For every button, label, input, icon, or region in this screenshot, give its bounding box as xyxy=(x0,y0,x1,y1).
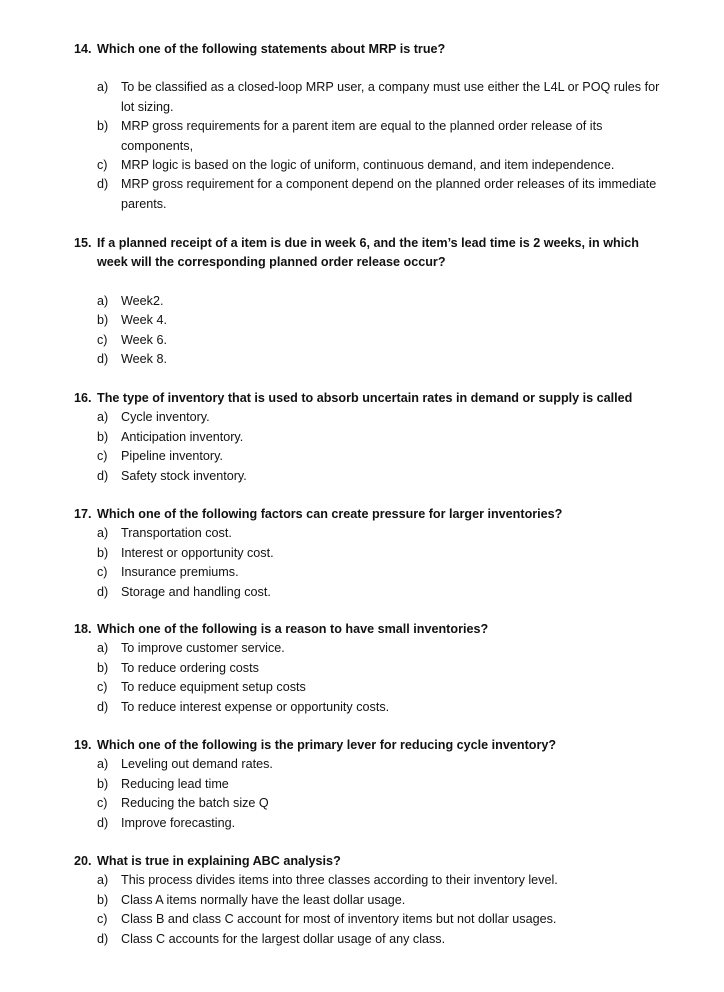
option-list xyxy=(0,871,724,949)
option-a xyxy=(0,292,724,311)
option-list xyxy=(0,408,724,486)
option-list xyxy=(0,292,724,370)
option-text: Storage and handling cost. xyxy=(121,584,271,599)
question-number: 20. xyxy=(74,854,92,868)
option-c xyxy=(0,794,724,813)
option-text: Week 6. xyxy=(121,332,167,347)
option-letter: c) xyxy=(97,332,108,347)
option-text: Class C accounts for the largest dollar usage of any class. xyxy=(121,931,446,946)
option-list xyxy=(0,524,724,602)
question-heading xyxy=(0,736,724,755)
option-c xyxy=(0,331,724,350)
question-text: If a planned receipt of a item is due in week 6, and the item’s lead time is 2 weeks, in which week will the corresponding planned order release occur? xyxy=(97,236,639,270)
option-text: To be classified as a closed-loop MRP user, a company must use either the L4L or POQ rules for lot sizing. xyxy=(121,80,660,114)
question-number: 16. xyxy=(74,391,92,405)
question-14 xyxy=(0,40,724,214)
option-text: Cycle inventory. xyxy=(121,410,210,425)
question-heading xyxy=(0,40,724,59)
option-letter: d) xyxy=(97,584,109,599)
option-letter: d) xyxy=(97,931,109,946)
question-19 xyxy=(0,736,724,833)
option-c xyxy=(0,910,724,929)
option-a xyxy=(0,408,724,427)
option-d xyxy=(0,698,724,717)
option-b xyxy=(0,659,724,678)
question-number: 15. xyxy=(74,236,92,250)
option-letter: b) xyxy=(97,892,109,907)
option-letter: c) xyxy=(97,680,108,695)
option-text: Transportation cost. xyxy=(121,526,232,541)
option-b xyxy=(0,891,724,910)
option-d xyxy=(0,814,724,833)
option-text: Week 4. xyxy=(121,313,167,328)
question-text: Which one of the following factors can create pressure for larger inventories? xyxy=(97,507,563,521)
option-d xyxy=(0,350,724,369)
option-list xyxy=(0,78,724,214)
option-letter: b) xyxy=(97,545,109,560)
question-heading xyxy=(0,389,724,408)
question-heading xyxy=(0,505,724,524)
question-18 xyxy=(0,620,724,717)
option-c xyxy=(0,563,724,582)
option-b xyxy=(0,775,724,794)
option-letter: b) xyxy=(97,429,109,444)
option-text: Week 8. xyxy=(121,352,167,367)
option-letter: d) xyxy=(97,468,109,483)
question-heading xyxy=(0,852,724,871)
option-a xyxy=(0,755,724,774)
option-letter: d) xyxy=(97,699,109,714)
question-16 xyxy=(0,389,724,486)
question-text: The type of inventory that is used to absorb uncertain rates in demand or supply is called xyxy=(97,391,633,405)
option-letter: c) xyxy=(97,912,108,927)
option-letter: d) xyxy=(97,177,109,192)
option-a xyxy=(0,871,724,890)
option-text: Reducing lead time xyxy=(121,776,229,791)
question-number: 19. xyxy=(74,738,92,752)
option-b xyxy=(0,544,724,563)
question-15 xyxy=(0,234,724,369)
option-text: Improve forecasting. xyxy=(121,815,236,830)
option-text: To improve customer service. xyxy=(121,641,285,656)
option-text: To reduce equipment setup costs xyxy=(121,680,306,695)
question-17 xyxy=(0,505,724,602)
option-letter: a) xyxy=(97,410,109,425)
option-d xyxy=(0,467,724,486)
question-text: Which one of the following is a reason to have small inventories? xyxy=(97,622,489,636)
option-text: This process divides items into three classes according to their inventory level. xyxy=(121,873,558,888)
option-text: MRP gross requirements for a parent item are equal to the planned order release of its components, xyxy=(121,119,603,153)
option-letter: b) xyxy=(97,119,109,134)
option-text: Safety stock inventory. xyxy=(121,468,247,483)
option-a xyxy=(0,78,724,117)
option-letter: a) xyxy=(97,526,109,541)
option-letter: c) xyxy=(97,449,108,464)
option-text: Leveling out demand rates. xyxy=(121,757,273,772)
question-text: What is true in explaining ABC analysis? xyxy=(97,854,341,868)
option-a xyxy=(0,639,724,658)
option-letter: b) xyxy=(97,313,109,328)
option-a xyxy=(0,524,724,543)
option-b xyxy=(0,311,724,330)
option-letter: c) xyxy=(97,796,108,811)
option-letter: d) xyxy=(97,815,109,830)
question-text: Which one of the following statements about MRP is true? xyxy=(97,42,446,56)
question-heading xyxy=(0,620,724,639)
question-heading xyxy=(0,234,724,273)
option-text: MRP gross requirement for a component depend on the planned order releases of its immediate parents. xyxy=(121,177,657,211)
option-d xyxy=(0,583,724,602)
option-text: To reduce ordering costs xyxy=(121,660,259,675)
option-text: Anticipation inventory. xyxy=(121,429,244,444)
option-letter: a) xyxy=(97,757,109,772)
option-letter: a) xyxy=(97,641,109,656)
option-letter: c) xyxy=(97,565,108,580)
option-letter: a) xyxy=(97,873,109,888)
option-c xyxy=(0,678,724,697)
option-text: To reduce interest expense or opportunity costs. xyxy=(121,699,390,714)
option-d xyxy=(0,175,724,214)
option-list xyxy=(0,639,724,717)
option-c xyxy=(0,156,724,175)
option-letter: a) xyxy=(97,293,109,308)
option-list xyxy=(0,755,724,833)
option-text: Class A items normally have the least dollar usage. xyxy=(121,892,406,907)
option-text: Interest or opportunity cost. xyxy=(121,545,274,560)
question-20 xyxy=(0,852,724,949)
option-c xyxy=(0,447,724,466)
option-text: Week2. xyxy=(121,293,164,308)
question-number: 18. xyxy=(74,622,92,636)
option-letter: d) xyxy=(97,352,109,367)
option-letter: c) xyxy=(97,158,108,173)
option-letter: b) xyxy=(97,660,109,675)
option-text: MRP logic is based on the logic of uniform, continuous demand, and item independence. xyxy=(121,158,615,173)
option-text: Insurance premiums. xyxy=(121,565,239,580)
option-letter: a) xyxy=(97,80,109,95)
question-text: Which one of the following is the primary lever for reducing cycle inventory? xyxy=(97,738,557,752)
option-b xyxy=(0,117,724,156)
option-text: Reducing the batch size Q xyxy=(121,796,269,811)
option-b xyxy=(0,428,724,447)
option-text: Pipeline inventory. xyxy=(121,449,223,464)
option-letter: b) xyxy=(97,776,109,791)
question-number: 17. xyxy=(74,507,92,521)
option-d xyxy=(0,930,724,949)
option-text: Class B and class C account for most of inventory items but not dollar usages. xyxy=(121,912,557,927)
question-number: 14. xyxy=(74,42,92,56)
